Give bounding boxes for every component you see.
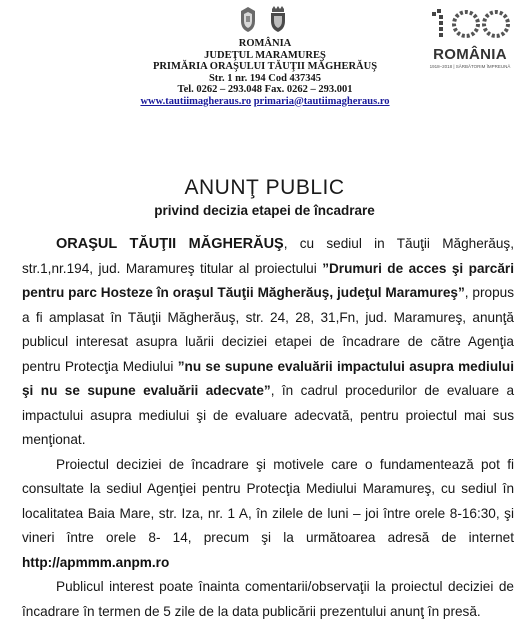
romania-coat-of-arms-icon (238, 5, 258, 33)
letterhead-institution: PRIMĂRIA ORAŞULUI TĂUŢII MĂGHERĂUŞ (152, 61, 378, 72)
letterhead-contact (100, 96, 430, 108)
town-coat-of-arms-icon (268, 5, 288, 33)
paragraph-3-text: Publicul interest poate înainta comentarii/observaţii la proiectul deciziei de încadrare în termen de 5 zile de la data publicării prezentului anunţ în presă. (22, 579, 514, 619)
header-crests (230, 5, 300, 39)
letterhead-country: ROMÂNIA (238, 38, 292, 49)
announcement-subtitle: privind decizia etapei de încadrare (154, 203, 375, 218)
project-name: ”Drumuri de acces şi parcări pentru parc Hosteze în oraşul Tăuţii Măgherăuş, judeţul Maramureş” (22, 260, 514, 300)
logo-country-text: ROMÂNIA (433, 46, 507, 63)
announcement-title: ANUNŢ PUBLIC (184, 176, 345, 199)
paragraph-1 (22, 232, 514, 453)
paragraph-1-text-b: , propus a fi amplasat în Tăuţii Măgherăuş, str. 24, 28, 31,Fn, jud. Maramureş, anunţă publicul interesat asupra luării deciziei etapei de încadrare de către Agenţia pentru Protecţia Mediului (22, 285, 514, 374)
paragraph-2-text: Proiectul deciziei de încadrare şi motivele care o fundamentează pot fi consultate la sediul Agenţiei pentru Protecţia Mediului Maramureş, cu sediul în localitatea Baia Mare, str. Iza, nr. 1 A, în zilele de luni – joi între orele 8-16:30, şi vineri între orele 8- 14, precum şi la următoarea adresă de internet (22, 456, 514, 545)
announcement-body (22, 232, 514, 624)
logo-years-text: 1918–2018 | SĂRBĂTORIM ÎMPREUNĂ (429, 64, 511, 69)
paragraph-3 (22, 575, 514, 624)
paragraph-1-text-c: , în cadrul procedurilor de evaluare a impactului asupra mediului şi de evaluare adecvată, pentru proiectul mai sus menţionat. (22, 383, 515, 447)
email-link[interactable]: primaria@tautiimagheraus.ro (253, 95, 390, 107)
romania-centenary-logo (420, 8, 520, 74)
decision-text: ”nu se supune evaluării impactului asupra mediului şi nu se supune evaluării adecvate” (22, 358, 514, 398)
paragraph-2 (22, 453, 514, 576)
centenary-100-icon (428, 8, 514, 42)
letterhead-phone-fax: Tel. 0262 – 293.048 Fax. 0262 – 293.001 (177, 84, 353, 95)
paragraph-1-text-a: , cu sediul in Tăuţii Măgherăuş, str.1,nr.194, jud. Maramureş titular al proiectului (22, 236, 514, 276)
letterhead (100, 38, 430, 107)
website-link[interactable]: www.tautiimagheraus.ro (140, 95, 252, 107)
letterhead-address: Str. 1 nr. 194 Cod 437345 (208, 72, 322, 84)
organization-name: ORAŞUL TĂUŢII MĂGHERĂUŞ (56, 236, 284, 252)
letterhead-county: JUDEŢUL MARAMUREŞ (204, 49, 326, 61)
apm-website-link[interactable]: http://apmmm.anpm.ro (22, 554, 170, 570)
